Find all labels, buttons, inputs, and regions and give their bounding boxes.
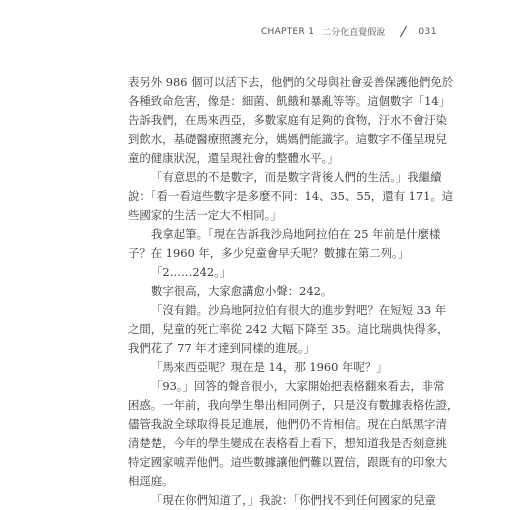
text-line: 「93。」回答的聲音很小，大家開始把表格翻來看去，非常	[151, 379, 445, 393]
text-line: 「馬來西亞呢？現在是 14，那 1960 年呢？」	[151, 360, 388, 374]
text-line: 童的健康狀況，還呈現社會的整體水平。」	[128, 151, 339, 165]
header-divider-slash	[400, 26, 407, 38]
text-line: 告訴我們，在馬來西亞，多數家庭有足夠的食物，汙水不會汙染	[128, 113, 447, 127]
body-text	[128, 73, 459, 510]
chapter-label: CHAPTER 1	[260, 26, 315, 37]
page-number: 031	[418, 26, 437, 37]
text-line: 困惑。一年前，我向學生舉出相同例子，只是沒有數據表格佐證，	[128, 398, 459, 412]
running-header	[261, 25, 437, 38]
text-line: 「現在你們知道了，」我說：「你們找不到任何國家的兒童	[151, 493, 436, 507]
text-line: 相逕庭。	[128, 474, 174, 488]
text-line: 我拿起筆。「現在告訴我沙烏地阿拉伯在 25 年前是什麼樣	[151, 227, 441, 241]
text-line: 「沒有錯。沙烏地阿拉伯有很大的進步對吧？在短短 33 年	[151, 303, 447, 317]
text-line: 「有意思的不是數字，而是數字背後人們的生活。」我繼續	[151, 170, 442, 184]
text-line: 些國家的生活一定大不相同。」	[128, 208, 282, 222]
text-line: 說：「看一看這些數字是多麼不同：14、35、55，還有 171。這	[128, 189, 454, 203]
chapter-title: 二分化直覺假說	[322, 28, 386, 38]
text-line: 特定國家唬弄他們。這些數據讓他們難以置信，跟既有的印象大	[128, 455, 447, 469]
text-line: 到飲水，基礎醫療照護充分，媽媽們能識字。這數字不僅呈現兒	[128, 132, 447, 146]
text-line: 各種致命危害，像是：細菌、飢餓和暴亂等等。這個數字「14」	[128, 94, 451, 108]
text-line: 之間，兒童的死亡率從 242 大幅下降至 35。這比瑞典快得多，	[128, 322, 449, 336]
text-line: 「2……242。」	[151, 265, 232, 279]
text-line: 儘管我說全球取得長足進展，他們仍不肯相信。現在白紙黑字清	[128, 417, 447, 431]
text-line: 子？在 1960 年，多少兒童會早夭呢？數據在第二列。」	[128, 246, 410, 260]
text-line: 清楚楚，今年的學生變成在表格看上看下，想知道我是否刻意挑	[128, 436, 447, 450]
text-line: 我們花了 77 年才達到同樣的進展。」	[128, 341, 315, 355]
text-line: 數字很高，大家愈講愈小聲：242。	[151, 284, 333, 298]
text-line: 表另外 986 個可以活下去，他們的父母與社會妥善保護他們免於	[128, 75, 454, 89]
